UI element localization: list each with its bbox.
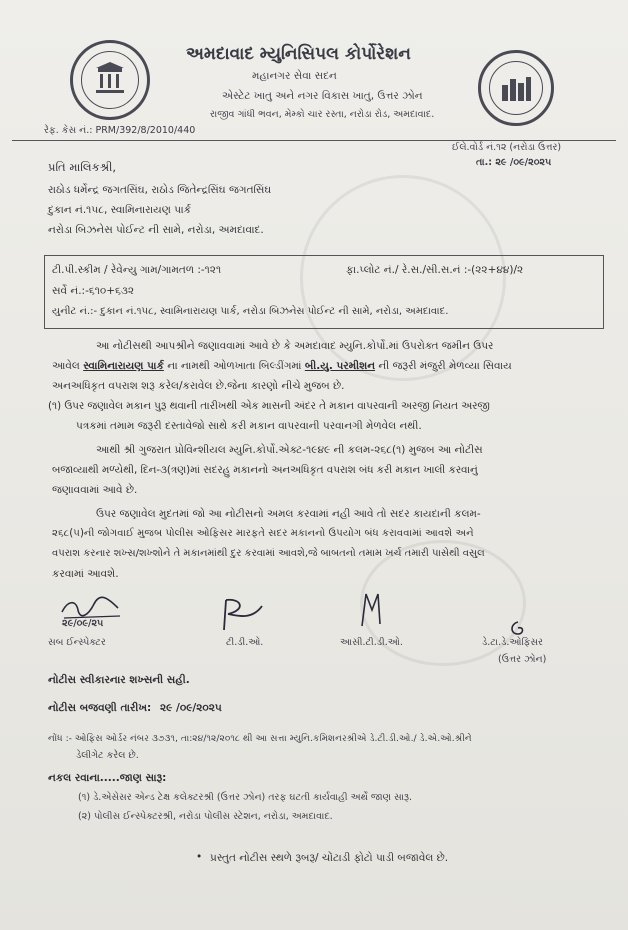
para4-line4: કરવામાં આવશે. <box>52 568 119 580</box>
served-date-value: ૨૯ /૦૯/૨૦૨૫ <box>160 702 222 714</box>
para1-line2 <box>52 360 512 373</box>
unit-number: યુનીટ નં.:- દુકાન નં.૧૫૮, સ્વામિનારાયણ પાર્ક, નરોડા બિઝનેસ પોઈન્ટ ની સામે, નરોડા, અમદાવાદ. <box>52 306 449 317</box>
note-line1: નોંધ :- ઓફિસ ઓર્ડર નંબર ૩૭૩૧, તા:૨૪/૧૨/૨૦૧૮ થી આ સત્તા મ્યુનિ.કમિશનરશ્રીએ ડે.ટી.ડી.ઓ./ ડે.એ.ઓ.શ્રીને <box>48 733 472 744</box>
footer-bullet: • <box>196 851 203 863</box>
dyto-signature <box>508 620 528 638</box>
copy-label: નકલ રવાના.....જાણ સારૂ: <box>48 772 167 784</box>
amc-emblem-left <box>70 40 150 120</box>
para1-line3: અનઅધિકૃત વપરાશ શરૂ કરેલ/કરાવેલ છે.જેના કારણો નીચે મુજબ છે. <box>52 380 345 392</box>
dyto-zone: (ઉત્તર ઝોન) <box>498 654 547 665</box>
bu-permission: બી.યુ. પરમીશન <box>304 360 376 372</box>
served-date-label: નોટીસ બજવણી તારીખ: <box>48 702 152 714</box>
para4-line1: ઉપર જણાવેલ મુદતમાં જો આ નોટીસનો અમલ કરવામાં નહી આવે તો સદર કાયદાની કલમ- <box>96 508 481 520</box>
survey-number: સર્વે નં.:-૬૧૦+૬૩૨ <box>52 285 135 297</box>
department-name: એસ્ટેટ ખાતુ અને નગર વિકાસ ખાતુ, ઉત્તર ઝોન <box>222 90 423 102</box>
para1-l2-a: આવેલ <box>52 360 84 372</box>
receiver-signature-label: નોટીસ સ્વીકારનાર શખ્સની સહી. <box>48 674 190 686</box>
inspector-date: ૨૯/૦૯/૨૫ <box>62 618 104 629</box>
ward-number: ઈલે.વોર્ડ નં.૧૨ (નરોડા ઉત્તર) <box>452 142 562 153</box>
plot-number: ફા.પ્લોટ નં./ રે.સ./સી.સ.નં :-(૨૨+૪૪)/૨ <box>346 264 524 276</box>
org-title: અમદાવાદ મ્યુનિસિપલ કોર્પોરેશન <box>186 44 411 64</box>
recipient-salutation: પ્રતિ માલિકશ્રી, <box>48 160 117 174</box>
asst-tdo-title: આસી.ટી.ડી.ઓ. <box>340 637 403 648</box>
para1-l2-c: ના નામથી ઓળખાતા બિલ્ડીંગમાં <box>163 360 305 372</box>
recipient-address: નરોડા બિઝનેસ પોઈન્ટ ની સામે, નરોડા, અમદાવાદ. <box>48 224 264 236</box>
para1-line1: આ નોટીસથી આપશ્રીને જણાવવામાં આવે છે કે અમદાવાદ મ્યુનિ.કોર્પો.માં ઉપરોક્ત જમીન ઉપર <box>96 340 494 352</box>
para2-line1: (૧) ઉપર જણાવેલ મકાન પુરૂ થવાની તારીખથી એક માસની અંદર તે મકાન વાપરવાની અરજી નિયત અરજી <box>48 400 490 412</box>
recipient-shop: દુકાન નં.૧૫૮, સ્વામિનારાયણ પાર્ક <box>48 204 192 216</box>
para1-l2-e: ની જરૂરી મંજુરી મેળવ્યા સિવાય <box>375 360 512 372</box>
para3-line3: જણાવવામાં આવે છે. <box>52 484 138 496</box>
asst-tdo-signature <box>356 590 386 630</box>
notice-date: તા.: ૨૯ /૦૯/૨૦૨૫ <box>476 157 552 168</box>
office-address: રાજીવ ગાંધી ભવન, મેમ્કો ચાર રસ્તા, નરોડા રોડ, અમદાવાદ. <box>210 109 435 120</box>
tp-scheme: ટી.પી.સ્કીમ / રેવેન્યુ ગામ/ગામતળ :-૧૨૧ <box>52 264 222 276</box>
para2-line2: પત્રકમાં તમામ જરૂરી દસ્તાવેજો સાથે કરી મકાન વાપરવાની પરવાનગી મેળવેલ નથી. <box>76 420 422 432</box>
tdo-signature <box>212 596 268 634</box>
para4-line3: વપરાશ કરનાર શખ્સ/શખ્શોને તે મકાનમાંથી દુર કરવામાં આવશે,જે બાબતનો તમામ ખર્ચ તમારી પાસેથી વસુલ <box>52 548 485 559</box>
footer-note: પ્રસ્તુત નોટીસ સ્થળે રૂબરૂ/ ચોંટાડી ફોટો પાડી બજાવેલ છે. <box>210 852 449 864</box>
dyto-title: ડે.ટા.ડે.ઓફિસર <box>482 637 543 648</box>
header-divider <box>12 140 616 141</box>
org-subtitle: મહાનગર સેવા સદન <box>252 70 337 82</box>
reference-number: રેફ. કેસ નં.: PRM/392/8/2010/440 <box>44 125 196 136</box>
para3-line2: બજાવ્યાથી મળ્યેથી, દિન-૩(ત્રણ)માં સદરહુ મકાનનો અનઅધિકૃત વપરાશ બંધ કરી મકાન ખાલી કરવાનું <box>52 464 478 476</box>
recipient-names: રાઠોડ ધર્મેન્દ્ર જગતસિંઘ, રાઠોડ જિતેન્દ્રસિંઘ જગતસિંઘ <box>48 184 272 196</box>
tdo-title: ટી.ડી.ઓ. <box>226 637 264 648</box>
note-line2: ડેલીગેટ કરેલ છે. <box>76 750 139 761</box>
building-emblem-icon <box>90 62 130 98</box>
building-name: સ્વામિનારાયણ પાર્ક <box>83 360 164 372</box>
city-emblem-icon <box>498 73 534 103</box>
copy-item-1: (૧) ડે.એસેસર એન્ડ ટેક્ષ કલેક્ટરશ્રી (ઉત્તર ઝોન) તરફ ઘટતી કાર્યવાહી અર્થે જાણ સારૂ. <box>78 792 413 803</box>
para4-line2: ૨૬૮(૫)ની જોગવાઈ મુજબ પોલીસ ઓફિસર મારફતે સદર મકાનનો ઉપયોગ બંધ કરાવવામાં આવશે અને <box>52 528 474 539</box>
uds-emblem-right <box>478 50 554 126</box>
inspector-title: સબ ઈન્સ્પેક્ટર <box>48 637 106 648</box>
copy-item-2: (૨) પોલીસ ઈન્સ્પેક્ટરશ્રી, નરોડા પોલીસ સ્ટેશન, નરોડા, અમદાવાદ. <box>78 811 333 822</box>
para3-line1: આથી શ્રી ગુજરાત પ્રોવિન્શીયલ મ્યુનિ.કોર્પો.એક્ટ-૧૯૪૯ ની કલમ-૨૬૮(૧) મુજબ આ નોટીસ <box>96 444 483 456</box>
